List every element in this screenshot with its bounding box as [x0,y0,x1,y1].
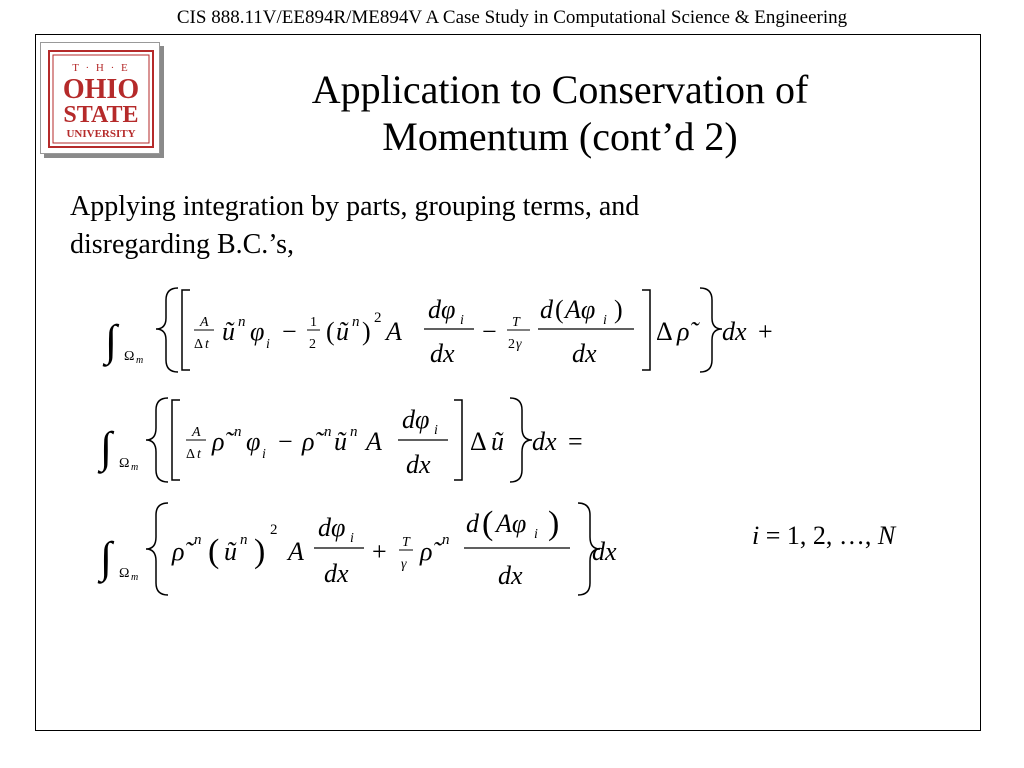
svg-text:t: t [197,447,201,462]
svg-text:dx: dx [498,561,523,590]
svg-text:ρ̃: ρ̃ [677,317,690,346]
svg-text:n: n [240,532,248,548]
svg-text:n: n [324,424,332,440]
svg-text:Δ: Δ [470,427,487,456]
svg-text:n: n [350,424,358,440]
svg-text:=: = [568,427,583,456]
svg-text:∫: ∫ [100,423,113,472]
svg-text:UNIVERSITY: UNIVERSITY [66,128,136,140]
svg-text:n: n [352,314,360,330]
equation-3 [97,503,617,595]
svg-text:φ: φ [250,317,265,346]
svg-text:(: ( [208,533,220,570]
svg-text:dx: dx [324,559,349,588]
equation-2 [97,398,583,482]
svg-text:ρ̃: ρ̃ [302,427,315,456]
svg-text:(: ( [326,317,335,346]
svg-text:ũ: ũ [222,317,235,346]
range-index-var: i [752,521,760,550]
svg-text:∫: ∫ [100,533,113,582]
svg-text:n: n [238,314,246,330]
svg-text:dφ: dφ [318,513,346,542]
svg-text:−: − [282,317,297,346]
svg-text:STATE: STATE [63,102,139,128]
svg-text:2: 2 [270,522,278,538]
svg-text:A: A [366,427,382,456]
svg-text:T · H · E: T · H · E [72,62,130,74]
svg-text:ũ: ũ [336,317,349,346]
svg-text:): ) [548,505,560,542]
svg-text:t: t [205,337,209,352]
svg-text:dφ: dφ [402,405,430,434]
svg-text:T: T [512,315,520,330]
svg-text:ũ: ũ [224,537,237,566]
svg-text:): ) [254,533,266,570]
svg-text:1: 1 [310,315,317,330]
svg-text:m: m [131,462,139,473]
svg-text:n: n [234,424,242,440]
svg-text:Ω: Ω [124,349,135,364]
svg-text:m: m [131,572,139,583]
svg-text:Δ: Δ [656,317,673,346]
svg-text:γ: γ [401,557,407,572]
svg-text:Δ: Δ [186,447,196,462]
svg-text:Ω: Ω [119,456,130,471]
svg-text:Aφ: Aφ [565,295,596,324]
svg-text:d: d [540,295,553,324]
course-header: CIS 888.11V/EE894R/ME894V A Case Study in Computational Science & Engineering [176,7,848,28]
title-line-1: Application to Conservation of [311,67,809,112]
svg-text:dx: dx [532,427,557,456]
svg-text:ρ̃: ρ̃ [212,427,225,456]
svg-text:i: i [262,447,266,462]
range-upper-bound: N [877,521,896,550]
svg-text:dx: dx [406,450,431,479]
svg-text:): ) [362,317,371,346]
svg-text:A: A [192,425,201,440]
svg-text:dx: dx [572,339,597,368]
svg-text:m: m [136,355,144,366]
svg-text:+: + [372,537,387,566]
svg-text:): ) [614,295,623,324]
svg-text:Aφ: Aφ [496,509,527,538]
svg-text:(: ( [482,505,494,542]
svg-text:−: − [278,427,293,456]
svg-text:2: 2 [374,310,382,326]
svg-text:ρ̃: ρ̃ [172,537,185,566]
svg-text:OHIO: OHIO [62,74,140,105]
svg-text:A: A [386,317,402,346]
svg-text:∫: ∫ [105,316,118,365]
svg-text:ũ: ũ [334,427,347,456]
svg-text:dφ: dφ [428,295,456,324]
svg-text:i: i [266,337,270,352]
svg-text:Ω: Ω [119,566,130,581]
title-line-2: Momentum (cont’d 2) [382,114,738,159]
svg-text:ũ: ũ [491,427,504,456]
svg-text:(: ( [555,295,564,324]
svg-text:T: T [402,535,410,550]
svg-text:n: n [442,532,450,548]
svg-text:i: i [603,313,607,328]
svg-text:i: i [350,531,354,546]
svg-text:Δ: Δ [194,337,204,352]
svg-text:γ: γ [516,337,522,352]
svg-text:i: i [534,527,538,542]
intro-line-1: Applying integration by parts, grouping terms, and [70,191,640,222]
index-range [752,520,895,552]
svg-text:2: 2 [309,337,316,352]
svg-text:φ: φ [246,427,261,456]
range-values: = 1, 2, …, [759,521,878,550]
svg-text:dx: dx [430,339,455,368]
intro-line-2: disregarding B.C.’s, [70,229,294,260]
svg-text:ρ̃: ρ̃ [420,537,433,566]
svg-text:2: 2 [508,337,515,352]
svg-text:d: d [466,509,479,538]
svg-text:A: A [200,315,209,330]
svg-text:dx: dx [722,317,747,346]
svg-text:n: n [194,532,202,548]
svg-text:+: + [758,317,773,346]
svg-text:i: i [460,313,464,328]
svg-text:−: − [482,317,497,346]
svg-text:dx: dx [592,537,617,566]
svg-text:i: i [434,423,438,438]
svg-text:A: A [288,537,304,566]
equation-1 [102,288,773,372]
